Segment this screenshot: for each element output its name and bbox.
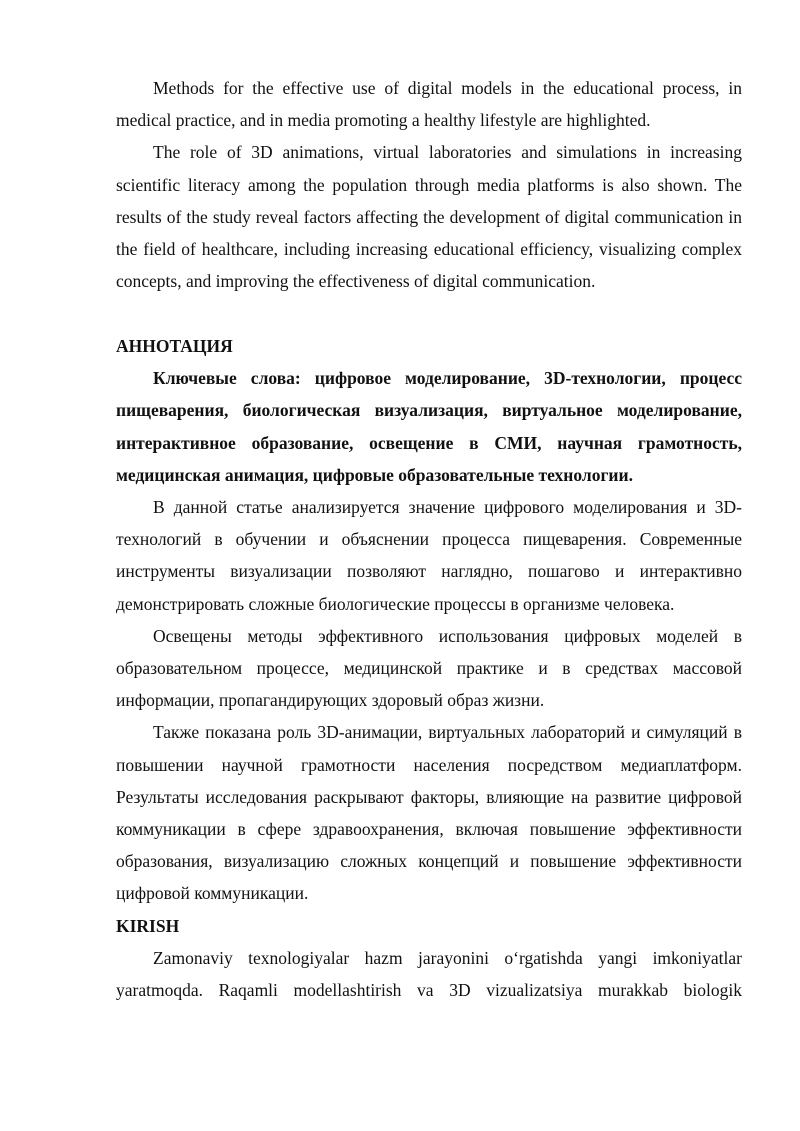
english-abstract — [116, 72, 742, 297]
paragraph: В данной статье анализируется значение цифрового моделирования и 3D-технологий в обучении и объяснении процесса пищеварения. Современные инструменты визуализации позволяют наглядно, пошагово и интерактивно демонстрировать сложные биологические процессы в организме человека. — [116, 497, 742, 614]
paragraph: Zamonaviy texnologiyalar hazm jarayonini oʻrgatishda yangi imkoniyatlar yaratmoqda. Raqamli modellashtirish va 3D vizualizatsiya murakkab biologik — [116, 948, 742, 1001]
paragraph: Methods for the effective use of digital models in the educational process, in medical practice, and in media promoting a healthy lifestyle are highlighted. — [116, 78, 742, 131]
paragraph: The role of 3D animations, virtual laboratories and simulations in increasing scientific literacy among the population through media platforms is also shown. The results of the study reveal factors affecting the development of digital communication in the field of healthcare, including increasing educational efficiency, visualizing complex concepts, and improving the effectiveness of digital communication. — [116, 142, 742, 292]
keywords-paragraph: Ключевые слова: цифровое моделирование, 3D-технологии, процесс пищеварения, биологическая визуализация, виртуальное моделирование, интерактивное образование, освещение в СМИ, научная грамотность, медицинская анимация, цифровые образовательные технологии. — [116, 368, 742, 485]
section-heading-annotation: АННОТАЦИЯ — [116, 336, 233, 356]
section-heading-kirish: KIRISH — [116, 916, 180, 936]
russian-abstract — [116, 330, 742, 910]
paragraph: Также показана роль 3D-анимации, виртуальных лабораторий и симуляций в повышении научной грамотности населения посредством медиаплатформ. Результаты исследования раскрывают факторы, влияющие на развитие цифровой коммуникации в сфере здравоохранения, включая повышение эффективности образования, визуализацию сложных концепций и повышение эффективности цифровой коммуникации. — [116, 722, 742, 904]
introduction-section — [116, 910, 742, 1007]
paragraph: Освещены методы эффективного использования цифровых моделей в образовательном процессе, медицинской практике и в средствах массовой информации, пропагандирующих здоровый образ жизни. — [116, 625, 742, 711]
